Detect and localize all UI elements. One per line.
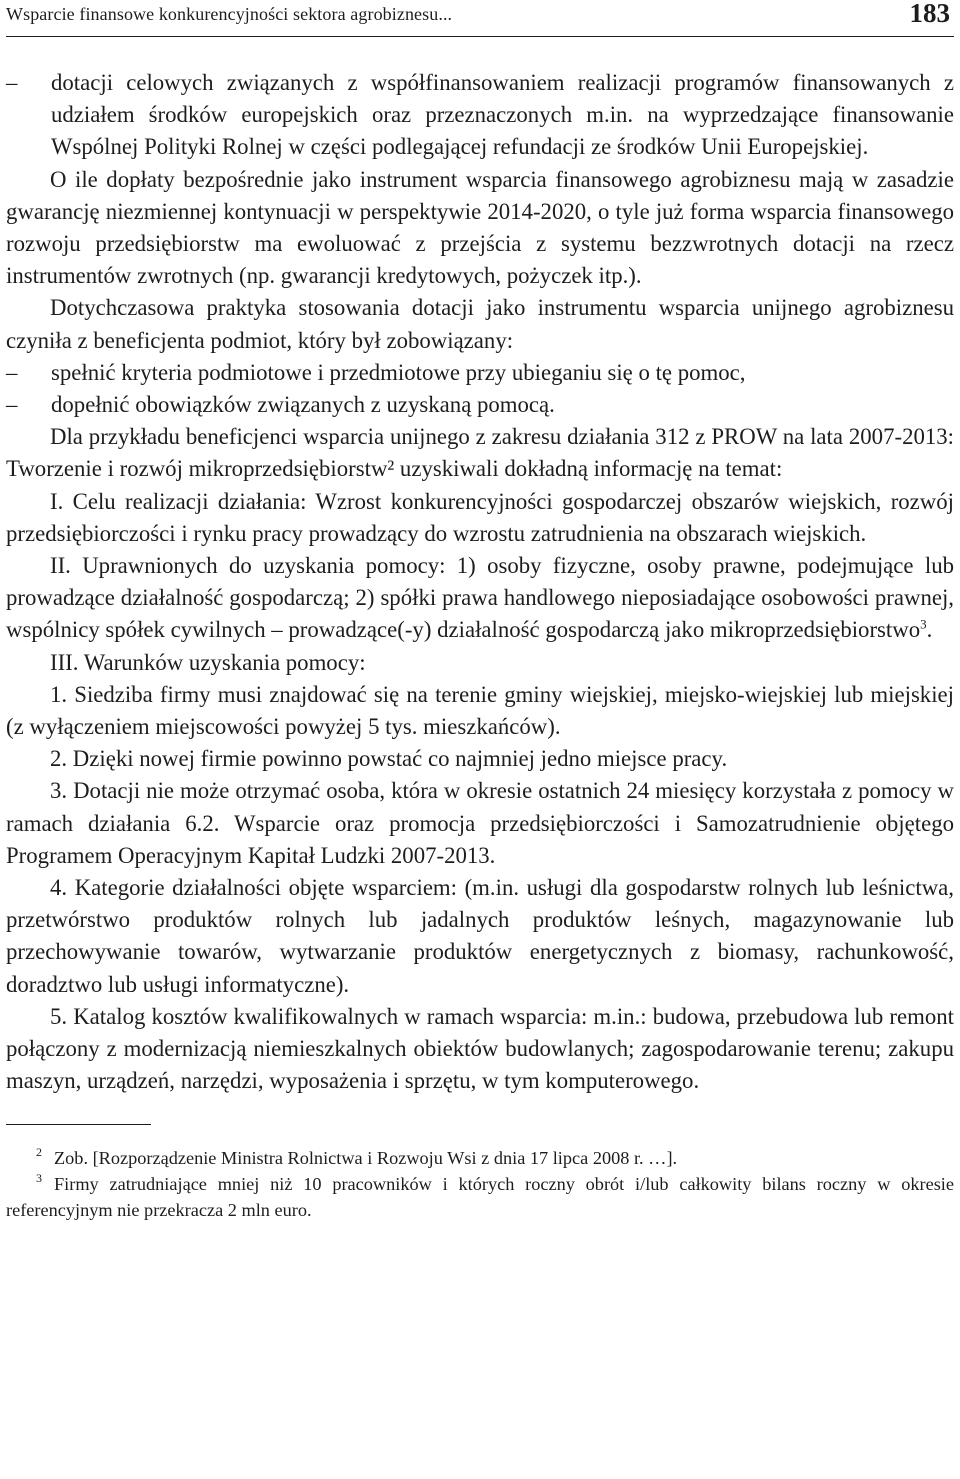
numbered-item: 1. Siedziba firmy musi znajdować się na terenie gminy wiejskiej, miejsko-wiejskiej lub miejskiej (z wyłączeniem miejscowości powyżej 5 tys. mieszkańców). [6, 681, 954, 740]
running-title: Wsparcie finansowe konkurencyjności sektora agrobiznesu... [6, 4, 453, 24]
numbered-item: 2. Dzięki nowej firmie powinno powstać co najmniej jedno miejsce pracy. [50, 746, 728, 772]
footnote-number: 2 [36, 1145, 42, 1160]
footnote [6, 1171, 954, 1223]
footnotes [6, 1145, 954, 1223]
footnote-text: Firmy zatrudniające mniej niż 10 pracowników i których roczny obrót i/lub całkowity bilans roczny w okresie referencyjnym nie przekracza 2 mln euro. [6, 1173, 954, 1220]
paragraph: Dla przykładu beneficjenci wsparcia unijnego z zakresu działania 312 z PROW na lata 2007-2013: Tworzenie i rozwój mikroprzedsiębiorstw² uzyskiwali dokładną informację na temat: [6, 424, 954, 482]
footnote-ref: 3 [920, 616, 927, 632]
numbered-item: 4. Kategorie działalności objęte wsparciem: (m.in. usługi dla gospodarstw rolnych lub leśnictwa, przetwórstwo produktów rolnych lub jadalnych produktów leśnych, magazynowanie lub przechowywanie towarów, wytwarzanie produktów energetycznych z biomasy, rachunkowość, doradztwo lub usługi informatyczne). [6, 875, 954, 997]
numbered-item: 5. Katalog kosztów kwalifikowalnych w ramach wsparcia: m.in.: budowa, przebudowa lub remont połączony z modernizacją niemieszkalnych obiektów budowlanych; zagospodarowanie terenu; zakupu maszyn, urządzeń, narzędzi, wyposażenia i sprzętu, w tym komputerowego. [6, 1003, 954, 1094]
list-item-text: dopełnić obowiązków związanych z uzyskaną pomocą. [51, 392, 555, 418]
list-item [6, 357, 954, 389]
list-item [6, 67, 954, 164]
paragraph [6, 550, 954, 647]
paragraph: III. Warunków uzyskania pomocy: [50, 649, 366, 675]
list-item [6, 389, 954, 421]
paragraph: I. Celu realizacji działania: Wzrost konkurencyjności gospodarczej obszarów wiejskich, rozwój przedsiębiorczości i rynku pracy prowadzący do wzrostu zatrudnienia na obszarach wiejskich. [6, 488, 954, 546]
list-dash: – [6, 392, 18, 418]
footnote-number: 3 [36, 1171, 42, 1186]
list-dash: – [6, 359, 18, 385]
footnote-separator [6, 1124, 151, 1125]
running-header [6, 0, 954, 37]
body-text [6, 67, 954, 1098]
list-item-text: dotacji celowych związanych z współfinansowaniem realizacji programów finansowanych z udziałem środków europejskich oraz przeznaczonych m.in. na wyprzedzające finansowanie Wspólnej Polityki Rolnej w części podlegającej refundacji ze środków Unii Europejskiej. [51, 70, 954, 160]
list-dash: – [6, 70, 18, 95]
footnote [6, 1145, 954, 1171]
paragraph: O ile dopłaty bezpośrednie jako instrument wsparcia finansowego agrobiznesu mają w zasadzie gwarancję niezmiennej kontynuacji w perspektywie 2014-2020, o tyle już forma wsparcia finansowego rozwoju przedsiębiorstw ma ewoluować z przejścia z systemu bezzwrotnych dotacji na rzecz instrumentów zwrotnych (np. gwarancji kredytowych, pożyczek itp.). [6, 166, 954, 289]
page-number: 183 [909, 0, 950, 28]
paragraph-end: . [926, 617, 933, 643]
numbered-item: 3. Dotacji nie może otrzymać osoba, która w okresie ostatnich 24 miesięcy korzystała z pomocy w ramach działania 6.2. Wsparcie oraz promocja przedsiębiorczości i Samozatrudnienie objętego Programem Operacyjnym Kapitał Ludzki 2007-2013. [6, 778, 954, 868]
list-item-text: spełnić kryteria podmiotowe i przedmiotowe przy ubieganiu się o tę pomoc, [51, 359, 746, 385]
paragraph: Dotychczasowa praktyka stosowania dotacji jako instrumentu wsparcia unijnego agrobiznesu czyniła z beneficjenta podmiot, który był zobowiązany: [6, 295, 954, 353]
paragraph-text: II. Uprawnionych do uzyskania pomocy: 1) osoby fizyczne, osoby prawne, podejmujące lub prowadzące działalność gospodarczą; 2) spółki prawa handlowego nieposiadające osobowości prawnej, wspólnicy spółek cywilnych – prowadzące(-y) działalność gospodarczą jako mikroprzedsiębiorstwo [6, 553, 954, 643]
footnote-text: Zob. [Rozporządzenie Ministra Rolnictwa i Rozwoju Wsi z dnia 17 lipca 2008 r. …]. [54, 1147, 678, 1168]
